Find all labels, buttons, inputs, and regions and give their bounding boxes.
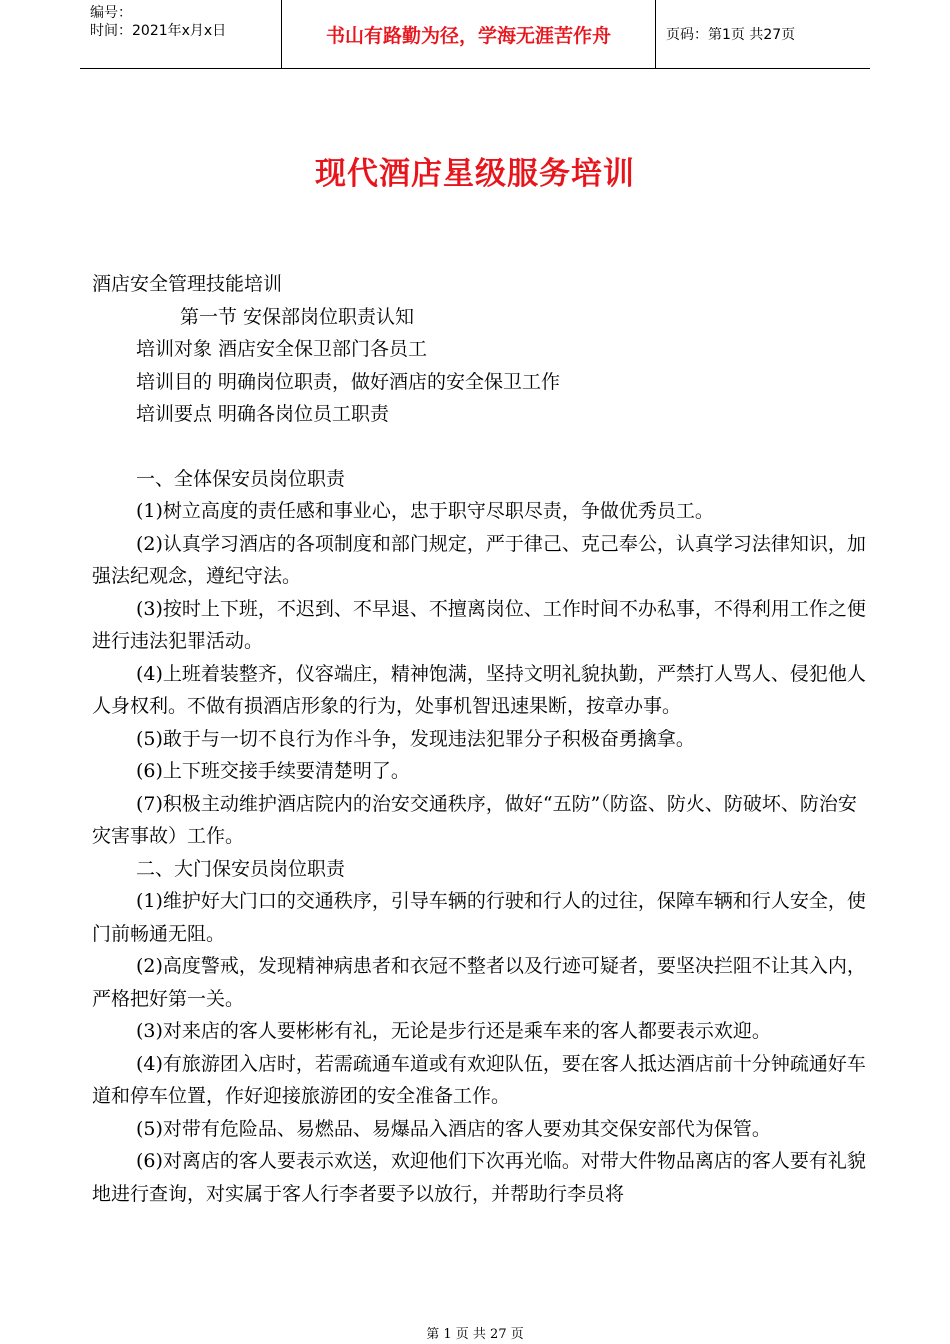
section1-item: (2)认真学习酒店的各项制度和部门规定，严于律己、克己奉公，认真学习法律知识，加强法纪观念，遵纪守法。: [92, 532, 866, 587]
header-page-info: 页码：第1页 共27页: [666, 27, 796, 43]
section2-item: (6)对离店的客人要表示欢送，欢迎他们下次再光临。对带大件物品离店的客人要有礼貌地进行查询，对实属于客人行李者要予以放行，并帮助行李员将: [92, 1150, 866, 1205]
training-keypoints: 培训要点 明确各岗位员工职责: [136, 403, 390, 425]
section1-item: (3)按时上下班，不迟到、不早退、不擅离岗位、工作时间不办私事，不得利用工作之便进行违法犯罪活动。: [92, 597, 866, 652]
section1-item: (7)积极主动维护酒店院内的治安交通秩序，做好“五防”（防盗、防火、防破坏、防治安灾害事故）工作。: [92, 792, 857, 847]
section1-item: (1)树立高度的责任感和事业心，忠于职守尽职尽责，争做优秀员工。: [136, 500, 714, 522]
header-motto: 书山有路勤为径，学海无涯苦作舟: [282, 0, 656, 68]
code-label: 编号：: [90, 5, 132, 21]
section1-item: (4)上班着装整齐，仪容端庄，精神饱满，坚持文明礼貌执勤，严禁打人骂人、侵犯他人人身权利。不做有损酒店形象的行为，处事机智迅速果断，按章办事。: [92, 662, 866, 717]
training-target: 培训对象 酒店安全保卫部门各员工: [136, 338, 428, 360]
section2-item: (1)维护好大门口的交通秩序，引导车辆的行驶和行人的过往，保障车辆和行人安全，使门前畅通无阻。: [92, 890, 866, 945]
section2-item: (3)对来店的客人要彬彬有礼，无论是步行还是乘车来的客人都要表示欢迎。: [136, 1020, 771, 1042]
date-label: 时间：2021年x月x日: [90, 23, 227, 39]
document-title: 现代酒店星级服务培训: [315, 156, 635, 192]
section1-item: (6)上下班交接手续要清楚明了。: [136, 760, 410, 782]
section2-heading: 二、大门保安员岗位职责: [136, 857, 346, 880]
document-body: [92, 268, 872, 1210]
course-name: 酒店安全管理技能培训: [92, 273, 283, 295]
section-title: 第一节 安保部岗位职责认知: [180, 305, 415, 328]
page-header: [80, 0, 870, 69]
section2-item: (4)有旅游团入店时，若需疏通车道或有欢迎队伍，要在客人抵达酒店前十分钟疏通好车道和停车位置，作好迎接旅游团的安全准备工作。: [92, 1052, 866, 1107]
page-footer: 第 1 页 共 27 页: [426, 1327, 524, 1342]
section2-item: (5)对带有危险品、易燃品、易爆品入酒店的客人要劝其交保安部代为保管。: [136, 1117, 771, 1140]
section1-item: (5)敢于与一切不良行为作斗争，发现违法犯罪分子积极奋勇擒拿。: [136, 727, 695, 750]
header-meta: [80, 0, 282, 68]
spacer: [92, 431, 872, 463]
training-purpose: 培训目的 明确岗位职责，做好酒店的安全保卫工作: [136, 370, 561, 393]
section2-item: (2)高度警戒，发现精神病患者和衣冠不整者以及行迹可疑者，要坚决拦阻不让其入内，严格把好第一关。: [92, 955, 866, 1010]
section1-heading: 一、全体保安员岗位职责: [136, 467, 346, 490]
